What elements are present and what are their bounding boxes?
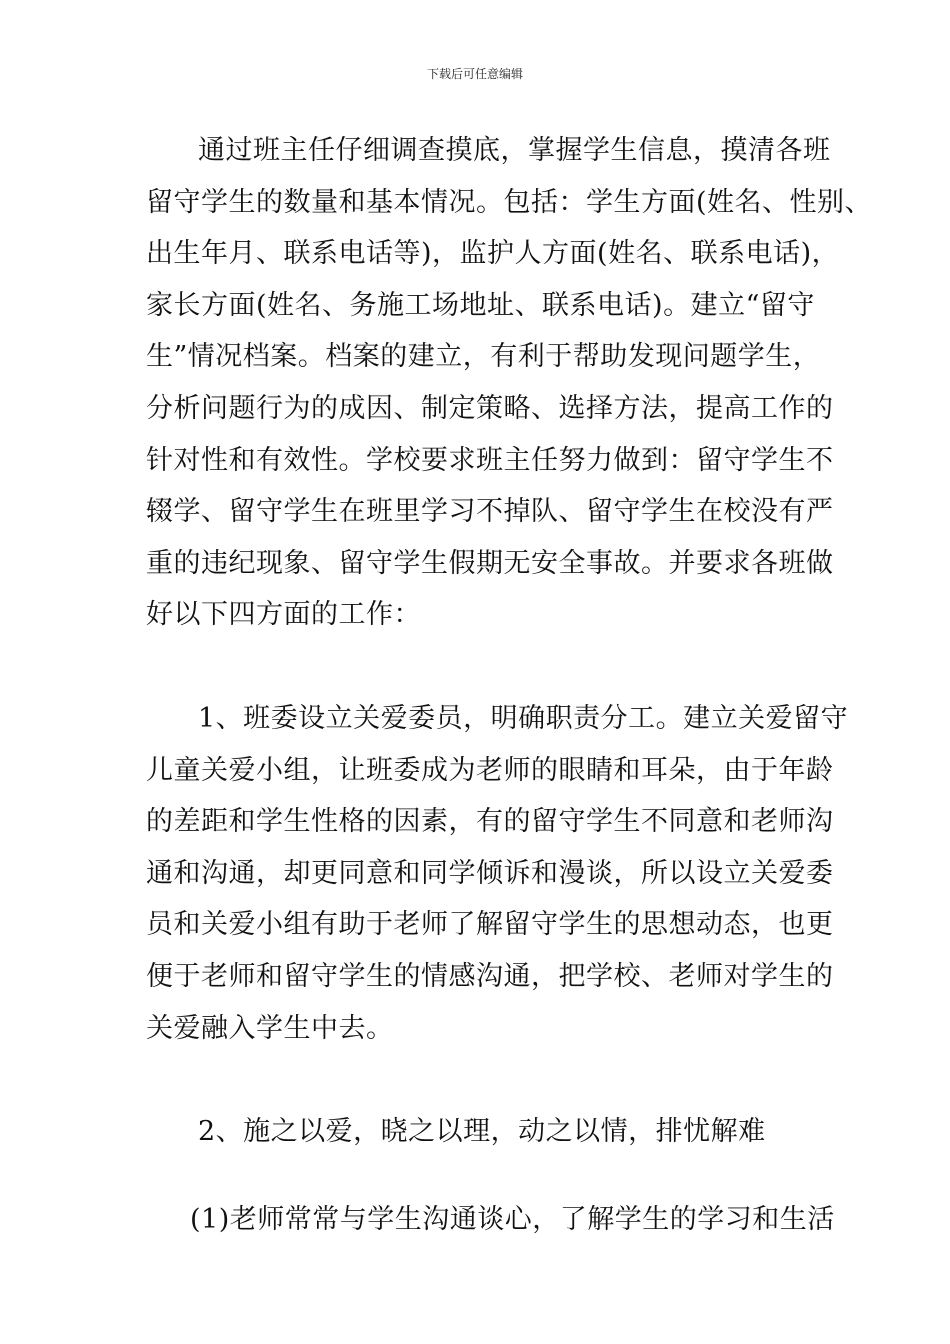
text-line: 1、班委设立关爱委员，明确职责分工。建立关爱留守	[198, 702, 849, 734]
text-line: 重的违纪现象、留守学生假期无安全事故。并要求各班做	[146, 547, 834, 579]
text-line: 针对性和有效性。学校要求班主任努力做到：留守学生不	[146, 444, 834, 476]
text-line: (1)老师常常与学生沟通谈心，了解学生的学习和生活	[190, 1203, 835, 1235]
paragraph-care-committee	[146, 693, 849, 1054]
text-line: 通和沟通，却更同意和同学倾诉和漫谈，所以设立关爱委	[146, 857, 834, 889]
text-line: 出生年月、联系电话等)，监护人方面(姓名、联系电话)，	[146, 238, 840, 270]
paragraph-spacer	[146, 1158, 814, 1194]
text-line: 家长方面(姓名、务施工场地址、联系电话)。建立“留守	[146, 289, 815, 321]
paragraph-spacer	[146, 641, 814, 693]
page-header: 下载后可任意编辑	[426, 67, 523, 81]
paragraph-student-records	[146, 125, 873, 641]
text-line: 分析问题行为的成因、制定策略、选择方法，提高工作的	[146, 392, 834, 424]
text-line: 儿童关爱小组，让班委成为老师的眼睛和耳朵，由于年龄	[146, 754, 834, 786]
text-line: 辍学、留守学生在班里学习不掉队、留守学生在校没有严	[146, 496, 834, 528]
text-line: 关爱融入学生中去。	[146, 1012, 394, 1044]
paragraph-teacher-communication	[146, 1194, 835, 1246]
text-line: 员和关爱小组有助于老师了解留守学生的思想动态，也更	[146, 909, 834, 941]
document-body	[146, 125, 873, 1245]
text-line: 通过班主任仔细调查摸底，掌握学生信息，摸清各班	[198, 135, 831, 166]
text-line: 留守学生的数量和基本情况。包括：学生方面(姓名、性别、	[146, 186, 873, 218]
text-line: 2、施之以爱，晓之以理，动之以情，排忧解难	[198, 1116, 766, 1148]
text-line: 便于老师和留守学生的情感沟通，把学校、老师对学生的	[146, 960, 834, 992]
paragraph-spacer	[146, 1054, 814, 1106]
text-line: 生”情况档案。档案的建立，有利于帮助发现问题学生，	[146, 341, 821, 373]
text-line: 好以下四方面的工作：	[146, 599, 421, 631]
text-line: 的差距和学生性格的因素，有的留守学生不同意和老师沟	[146, 806, 834, 838]
section-heading-care	[146, 1106, 814, 1158]
